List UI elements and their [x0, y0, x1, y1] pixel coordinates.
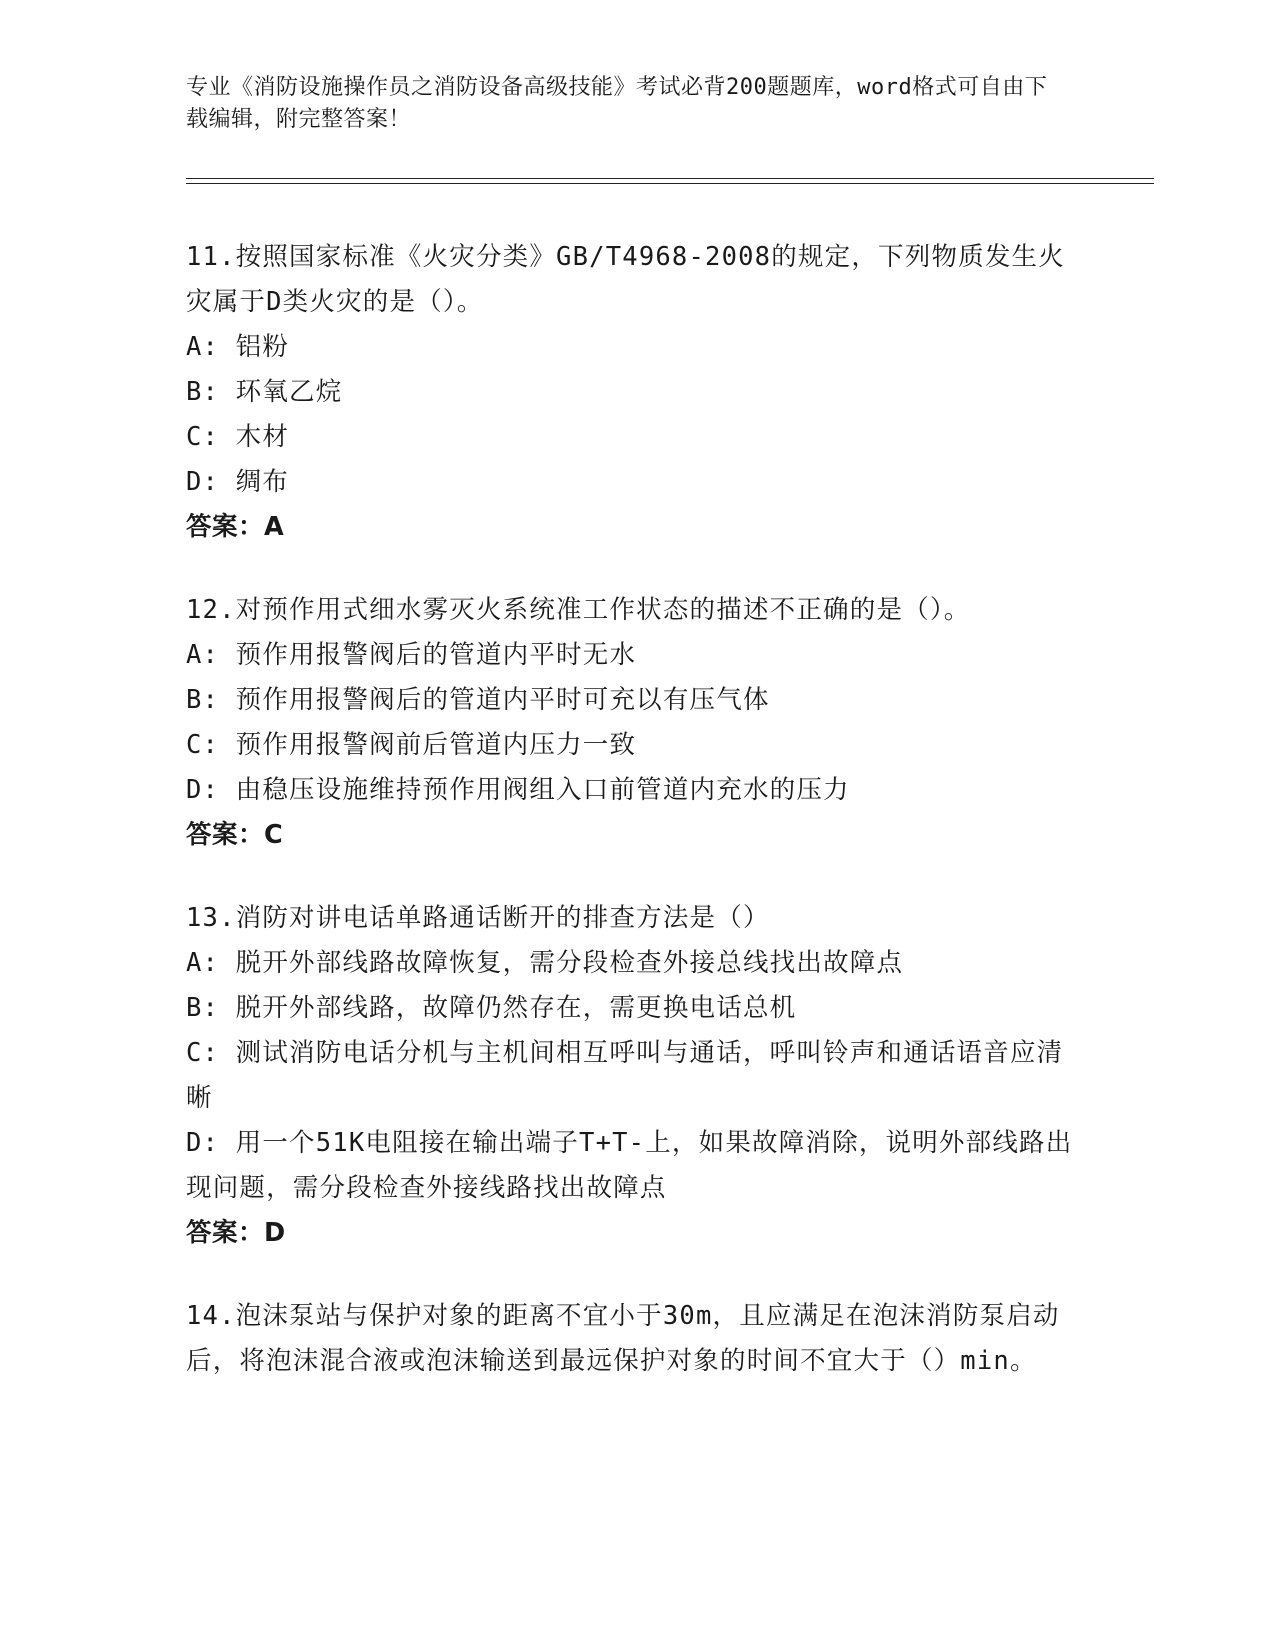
- question-list: [186, 235, 1086, 1422]
- answer: 答案：D: [186, 1218, 286, 1248]
- answer: 答案：C: [186, 820, 284, 850]
- question-stem: 12.对预作用式细水雾灭火系统准工作状态的描述不正确的是（）。: [186, 595, 971, 625]
- option-d: D: 由稳压设施维持预作用阀组入口前管道内充水的压力: [186, 775, 850, 805]
- option-a: A: 预作用报警阀后的管道内平时无水: [186, 640, 637, 670]
- question-stem: 11.按照国家标准《火灾分类》GB/T4968-2008的规定，下列物质发生火灾属于D类火灾的是（）。: [186, 242, 1065, 317]
- option-d: D: 用一个51K电阻接在输出端子T+T-上，如果故障消除，说明外部线路出现问题，需分段检查外接线路找出故障点: [186, 1128, 1073, 1203]
- question-stem: 14.泡沫泵站与保护对象的距离不宜小于30m，且应满足在泡沫消防泵启动后，将泡沫混合液或泡沫输送到最远保护对象的时间不宜大于（）min。: [186, 1301, 1060, 1376]
- option-a: A: 脱开外部线路故障恢复，需分段检查外接总线找出故障点: [186, 948, 904, 978]
- answer: 答案：A: [186, 512, 285, 542]
- option-b: B: 脱开外部线路，故障仍然存在，需更换电话总机: [186, 993, 797, 1023]
- question-14: [186, 1294, 1086, 1384]
- document-header: [186, 72, 1066, 136]
- option-a: A: 铝粉: [186, 332, 290, 362]
- option-b: B: 预作用报警阀后的管道内平时可充以有压气体: [186, 685, 770, 715]
- option-b: B: 环氧乙烷: [186, 377, 343, 407]
- question-12: [186, 588, 1086, 858]
- header-rule-top: [186, 178, 1154, 179]
- question-13: [186, 896, 1086, 1256]
- header-rule-bottom: [186, 183, 1154, 184]
- option-c: C: 木材: [186, 422, 290, 452]
- option-c: C: 预作用报警阀前后管道内压力一致: [186, 730, 637, 760]
- option-d: D: 绸布: [186, 467, 290, 497]
- question-11: [186, 235, 1086, 550]
- header-text: 专业《消防设施操作员之消防设备高级技能》考试必背200题题库，word格式可自由下载编辑，附完整答案！: [186, 75, 1048, 132]
- question-stem: 13.消防对讲电话单路通话断开的排查方法是（）: [186, 903, 770, 933]
- option-c: C: 测试消防电话分机与主机间相互呼叫与通话，呼叫铃声和通话语音应清晰: [186, 1038, 1064, 1113]
